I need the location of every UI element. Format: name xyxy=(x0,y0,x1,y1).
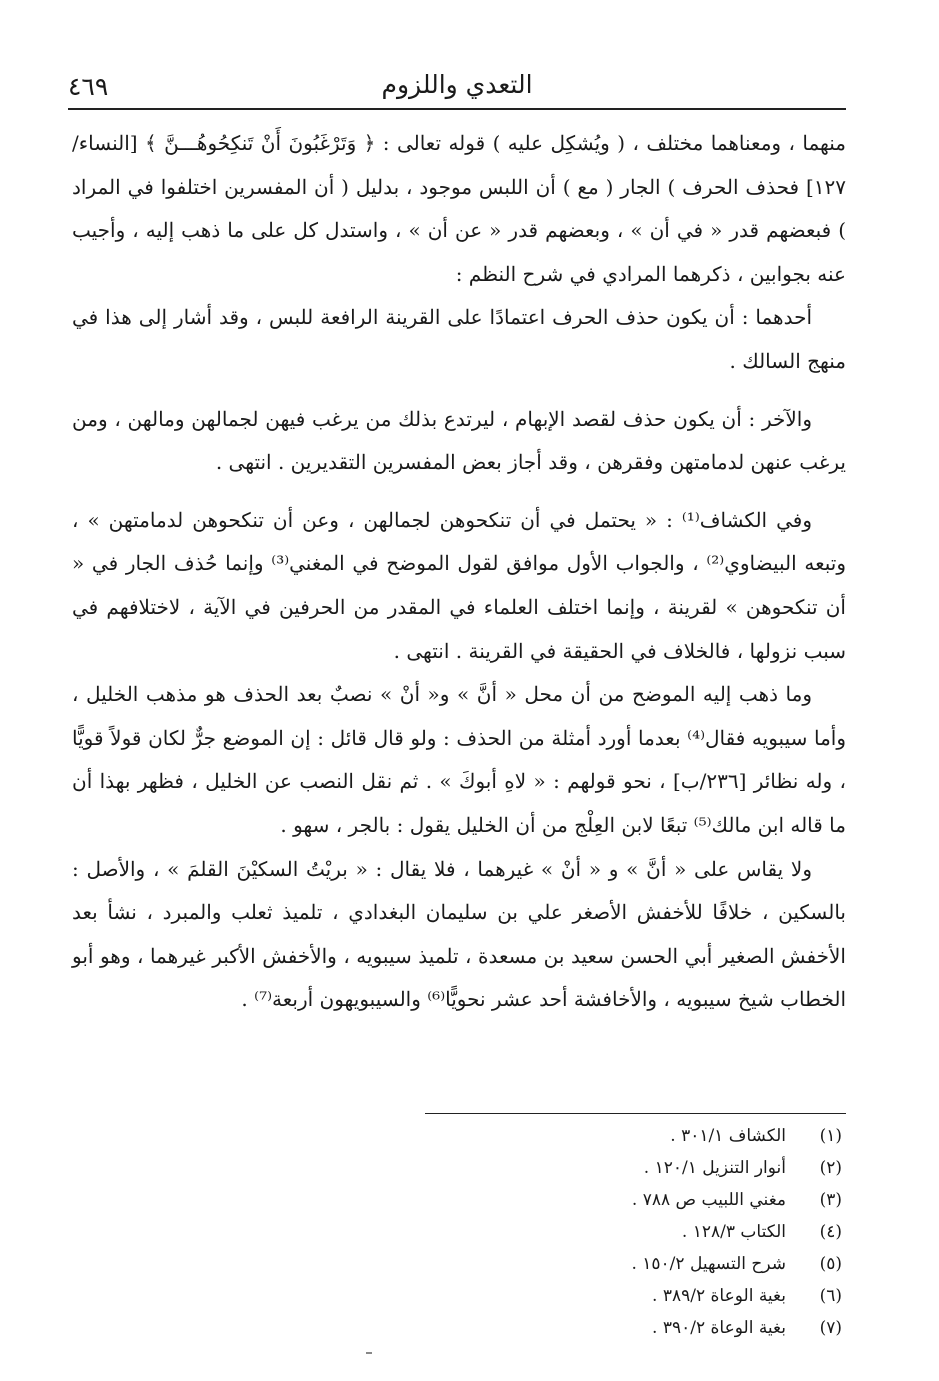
footnote-text: بغية الوعاة ٣٨٩/٢ . xyxy=(652,1286,786,1306)
scan-mark xyxy=(366,1352,372,1354)
footnote-text: شرح التسهيل ١٥٠/٢ . xyxy=(631,1254,786,1274)
footnote-item xyxy=(380,1216,842,1248)
footnotes xyxy=(380,1120,842,1344)
footnote-text: الكشاف ٣٠١/١ . xyxy=(670,1126,786,1146)
paragraph-4: وفي الكشاف⁽¹⁾ : « يحتمل في أن تنكحوهن لجمالهن ، وعن أن تنكحوهن لدمامتهن » ، وتبعه البيضاوي⁽²⁾ ، والجواب الأول موافق لقول الموضح في المغني⁽³⁾ وإنما حُذف الجار في « أن تنكحوهن » لقرينة ، وإنما اختلف العلماء في المقدر من الحرفين في الآية ، لاختلافهم في سبب نزولها ، فالخلاف في الحقيقة في القرينة . انتهى . xyxy=(72,507,847,663)
footnote-number: (٤) xyxy=(819,1222,842,1242)
footnote-item xyxy=(380,1152,842,1184)
footnote-number: (٧) xyxy=(819,1318,842,1338)
paragraph-5: وما ذهب إليه الموضح من أن محل « أنَّ » و« أنْ » نصبٌ بعد الحذف هو مذهب الخليل ، وأما سيبويه فقال⁽⁴⁾ بعدما أورد أمثلة من الحذف : ولو قال قائل : إن الموضع جرٌّ لكان قولاً قويًّا ، وله نظائر [٢٣٦/ب] ، نحو قولهم : « لاهِ أبوكَ » . ثم نقل النصب عن الخليل ، فظهر بهذا أن ما قاله ابن مالك⁽⁵⁾ تبعًا لابن العِلْج من أن الخليل يقول : بالجر ، سهو . xyxy=(72,682,846,837)
footnote-separator xyxy=(425,1113,846,1114)
footnote-number: (٣) xyxy=(819,1190,842,1210)
footnote-item xyxy=(380,1184,842,1216)
footnote-text: أنوار التنزيل ١٢٠/١ . xyxy=(643,1158,786,1178)
main-text xyxy=(72,122,846,1022)
footnote-number: (٥) xyxy=(819,1254,842,1274)
footnote-item xyxy=(380,1120,842,1152)
footnote-text: مغني اللبيب ص ٧٨٨ . xyxy=(631,1190,786,1210)
page-number: ٤٦٩ xyxy=(68,72,109,101)
footnote-text: الكتاب ١٢٨/٣ . xyxy=(681,1222,786,1242)
paragraph-2: أحدهما : أن يكون حذف الحرف اعتمادًا على القرينة الرافعة للبس ، وقد أشار إلى هذا في منهج السالك . xyxy=(72,305,846,373)
footnote-text: بغية الوعاة ٣٩٠/٢ . xyxy=(652,1318,786,1338)
paragraph-6: ولا يقاس على « أنَّ » و « أنْ » غيرهما ، فلا يقال : « بريْتُ السكيْنَ القلمَ » ، والأصل : بالسكين ، خلافًا للأخفش الأصغر علي بن سليمان البغدادي ، تلميذ ثعلب والمبرد ، نشأ بعد الأخفش الصغير أبي الحسن سعيد بن مسعدة ، تلميذ سيبويه ، والأخفش الأكبر غيرهما ، وهو أبو الخطاب شيخ سيبويه ، والأخافشة أحد عشر نحويًّا⁽⁶⁾ والسيبويهون أربعة⁽⁷⁾ . xyxy=(72,856,846,1012)
page-header xyxy=(68,70,846,110)
paragraph-3: والآخر : أن يكون حذف لقصد الإبهام ، ليرتدع بذلك من يرغب فيهن لجمالهن ومالهن ، ومن يرغب عنهن لدمامتهن وفقرهن ، وقد أجاز بعض المفسرين التقديرين . انتهى . xyxy=(72,406,846,475)
footnote-item xyxy=(380,1312,842,1344)
footnote-number: (٢) xyxy=(819,1158,842,1178)
paragraph-1: منهما ، ومعناهما مختلف ، ( ويُشكِل عليه ) قوله تعالى : ﴿ وَتَرْغَبُونَ أَنْ تَنكِحُوهُـــنَّ ﴾ [النساء/١٢٧] فحذف الحرف ) الجار ( مع ) أن اللبس موجود ، بدليل ( أن المفسرين اختلفوا في المراد ) فبعضهم قدر « في أن » ، وبعضهم قدر « عن أن » ، واستدل كل على ما ذهب إليه ، وأجيب عنه بجوابين ، ذكرهما المرادي في شرح النظم : xyxy=(72,131,846,286)
footnote-item xyxy=(380,1248,842,1280)
footnote-number: (٦) xyxy=(819,1286,842,1306)
footnote-item xyxy=(380,1280,842,1312)
footnote-number: (١) xyxy=(819,1126,842,1146)
running-title: التعدي واللزوم xyxy=(381,70,533,99)
